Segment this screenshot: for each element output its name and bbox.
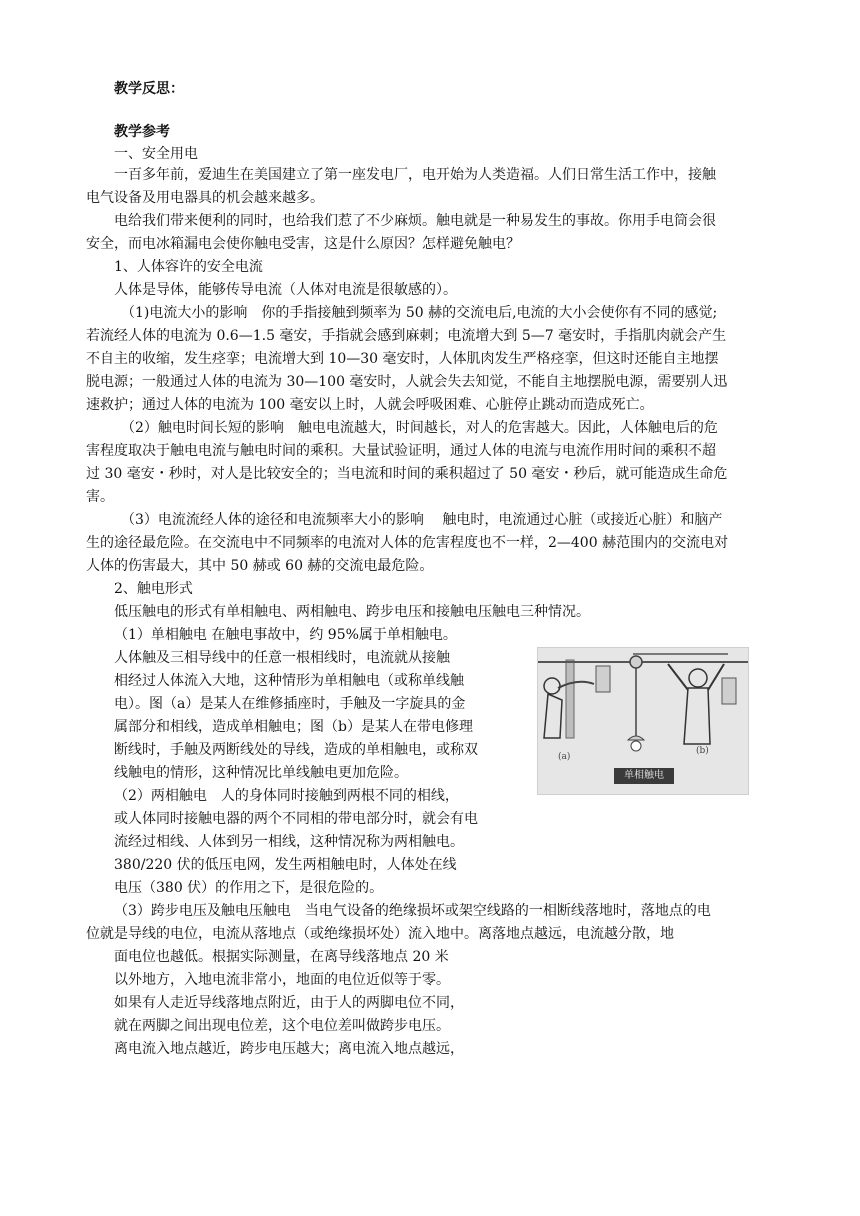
paragraph-line: 流经过相线、人体到另一相线，这种情况称为两相触电。 bbox=[114, 834, 464, 850]
paragraph-line: （1)电流大小的影响 你的手指接触到频率为 50 赫的交流电后,电流的大小会使你有不同的感觉; bbox=[121, 305, 718, 321]
heading-teaching-reflection: 教学反思： bbox=[114, 81, 184, 97]
paragraph-line: 害。 bbox=[86, 489, 114, 505]
paragraph-line: 或人体同时接触电器的两个不同相的带电部分时，就会有电 bbox=[114, 811, 478, 827]
paragraph-line: （2）两相触电 人的身体同时接触到两根不同的相线， bbox=[114, 788, 459, 804]
paragraph-line: 生的途径最危险。在交流电中不同频率的电流对人体的危害程度也不一样，2—400 赫范围内的交流电对 bbox=[86, 535, 729, 551]
subsection-title: 2、触电形式 bbox=[114, 581, 193, 597]
paragraph-line: 380/220 伏的低压电网，发生两相触电时，人体处在线 bbox=[114, 857, 457, 873]
figure-label-b: (b) bbox=[696, 746, 709, 756]
paragraph-line: 断线时，手触及两断线处的导线，造成的单相触电，或称双 bbox=[114, 742, 478, 758]
figure-label-a: (a) bbox=[558, 752, 571, 762]
figure-caption: 单相触电 bbox=[614, 768, 674, 784]
paragraph-line: 就在两脚之间出现电位差，这个电位差叫做跨步电压。 bbox=[114, 1018, 450, 1034]
paragraph-line: 人体触及三相导线中的任意一根相线时，电流就从接触 bbox=[114, 650, 450, 666]
paragraph-line: 人体的伤害最大，其中 50 赫或 60 赫的交流电最危险。 bbox=[86, 558, 434, 574]
heading-teaching-reference: 教学参考 bbox=[114, 124, 170, 140]
section-title-safe-electricity: 一、安全用电 bbox=[114, 146, 198, 162]
paragraph-line: 相经过人体流入大地，这种情形为单相触电（或称单线触 bbox=[114, 673, 464, 689]
paragraph-line: 电）。图（a）是某人在维修插座时，手触及一字旋具的金 bbox=[114, 696, 466, 712]
paragraph-line: 不自主的收缩，发生痉挛；电流增大到 10—30 毫安时，人体肌肉发生严格痉挛，但这时还能自主地摆 bbox=[86, 351, 719, 367]
paragraph-line: 线触电的情形，这种情况比单线触电更加危险。 bbox=[114, 765, 408, 781]
paragraph-line: 害程度取决于触电电流与触电时间的乘积。大量试验证明，通过人体的电流与电流作用时间的乘积不超 bbox=[86, 443, 716, 459]
paragraph-line: 低压触电的形式有单相触电、两相触电、跨步电压和接触电压触电三种情况。 bbox=[114, 604, 590, 620]
paragraph-line: 脱电源；一般通过人体的电流为 30—100 毫安时，人就会失去知觉，不能自主地摆脱电源，需要别人迅 bbox=[86, 374, 728, 390]
paragraph-line: （2）触电时间长短的影响 触电电流越大，时间越长，对人的危害越大。因此，人体触电后的危 bbox=[121, 420, 718, 436]
paragraph-line: 属部分和相线，造成单相触电；图（b）是某人在带电修理 bbox=[114, 719, 473, 735]
paragraph-line: 人体是导体，能够传导电流（人体对电流是很敏感的）。 bbox=[114, 282, 457, 298]
paragraph-line: 过 30 毫安・秒时，对人是比较安全的；当电流和时间的乘积超过了 50 毫安・秒后，就可能造成生命危 bbox=[86, 466, 728, 482]
paragraph-line: 安全，而电冰箱漏电会使你触电受害，这是什么原因？怎样避免触电？ bbox=[86, 236, 520, 252]
paragraph-line: 若流经人体的电流为 0.6—1.5 毫安，手指就会感到麻刺；电流增大到 5—7 毫安时，手指肌肉就会产生 bbox=[86, 328, 727, 344]
paragraph-line: 如果有人走近导线落地点附近，由于人的两脚电位不同， bbox=[114, 995, 464, 1011]
paragraph-line: 一百多年前，爱迪生在美国建立了第一座发电厂，电开始为人类造福。人们日常生活工作中，接触 bbox=[114, 167, 716, 183]
single-phase-shock-illustration bbox=[537, 647, 749, 795]
paragraph-line: 以外地方，入地电流非常小，地面的电位近似等于零。 bbox=[114, 972, 450, 988]
paragraph-line: 速救护；通过人体的电流为 100 毫安以上时，人就会呼吸困难、心脏停止跳动而造成死亡。 bbox=[86, 397, 654, 413]
paragraph-line: 离电流入地点越近，跨步电压越大；离电流入地点越远， bbox=[114, 1041, 464, 1057]
paragraph-line: （3）跨步电压及触电压触电 当电气设备的绝缘损坏或架空线路的一相断线落地时，落地点的电 bbox=[114, 903, 711, 919]
paragraph-line: （3）电流流经人体的途径和电流频率大小的影响 触电时，电流通过心脏（或接近心脏）和脑产 bbox=[121, 512, 723, 528]
paragraph-line: 电气设备及用电器具的机会越来越多。 bbox=[86, 190, 324, 206]
paragraph-line: 位就是导线的电位，电流从落地点（或绝缘损坏处）流入地中。离落地点越远，电流越分散，地 bbox=[86, 926, 674, 942]
paragraph-line: 电给我们带来便利的同时，也给我们惹了不少麻烦。触电就是一种易发生的事故。你用手电筒会很 bbox=[114, 213, 716, 229]
paragraph-line: 电压（380 伏）的作用之下，是很危险的。 bbox=[114, 880, 384, 896]
paragraph-line: （1）单相触电 在触电事故中，约 95%属于单相触电。 bbox=[114, 627, 457, 643]
paragraph-line: 面电位也越低。根据实际测量，在离导线落地点 20 米 bbox=[114, 949, 449, 965]
subsection-title: 1、人体容许的安全电流 bbox=[114, 259, 263, 275]
